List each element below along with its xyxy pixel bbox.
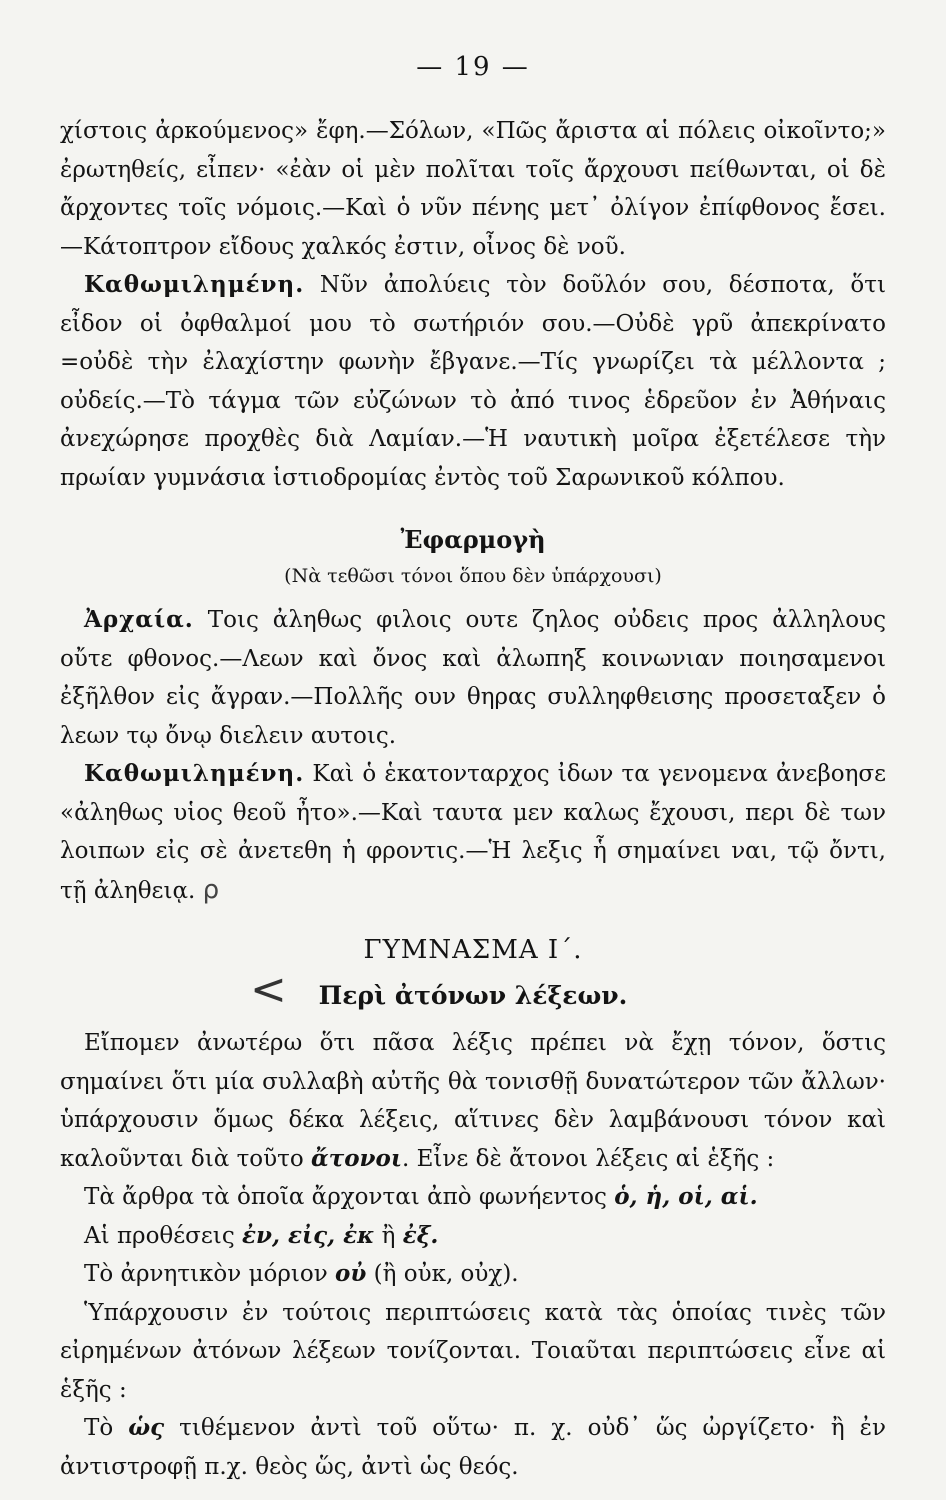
exercise-2-label: Καθωμιλημένη. bbox=[84, 760, 305, 787]
list-3-text: Τὸ ἀρνητικὸν μόριον bbox=[84, 1261, 336, 1287]
body-3-b: τιθέμενον ἀντὶ τοῦ οὕτω· π. χ. οὐδ᾽ ὥς ὠργίζετο· ἢ ἐν ἀντιστροφῇ π.χ. θεὸς ὥς, ἀντὶ ὡς θεός. bbox=[60, 1415, 887, 1480]
paragraph-2 bbox=[60, 266, 886, 497]
subtitle-text: Περὶ ἀτόνων λέξεων. bbox=[318, 981, 628, 1010]
list-2-words: ἐν, εἰς, ἐκ bbox=[242, 1221, 375, 1249]
exercise-1-text: Τοις ἀληθως φιλοις ουτε ζηλος οὐδεις προς ἀλληλους οὔτε φθονος.—Λεων καὶ ὄνος καὶ ἀλωπηξ κοινωνιαν ποιησαμενοι ἐξῆλθον εἰς ἄγραν.—Πολλῆς ουν θηρας συλληφθεισης προσεταξεν ὁ λεων τῳ ὄνῳ διελειν αυτοις. bbox=[60, 607, 886, 749]
paragraph-2-text: Νῦν ἀπολύεις τὸν δοῦλόν σου, δέσποτα, ὅτι εἶδον οἱ ὀφθαλμοί μου τὸ σωτήριόν σου.—Οὐδὲ γρῦ ἀπεκρίνατο =οὐδὲ τὴν ἐλαχίστην φωνὴν ἔβγανε.—Τίς γνωρίζει τὰ μέλλοντα ; οὐδείς.—Τὸ τάγμα τῶν εὐζώνων τὸ ἀπό τινος ἑδρεῦον ἐν Ἀθήναις ἀνεχώρησε προχθὲς διὰ Λαμίαν.—Ἡ ναυτικὴ μοῖρα ἐξετέλεσε τὴν πρωίαν γυμνάσια ἱστιοδρομίας ἐντὸς τοῦ Σαρωνικοῦ κόλπου. bbox=[60, 272, 886, 491]
exercise-1 bbox=[60, 601, 886, 755]
section-note: (Νὰ τεθῶσι τόνοι ὅπου δὲν ὑπάρχουσι) bbox=[284, 565, 662, 587]
body-1-b: . Εἶνε δὲ ἄτονοι λέξεις αἱ ἑξῆς : bbox=[401, 1145, 775, 1172]
body-1-a: Εἴπομεν ἀνωτέρω ὅτι πᾶσα λέξις πρέπει νὰ ἔχῃ τόνον, ὅστις σημαίνει ὅτι μία συλλαβὴ αὐτῆς θὰ τονισθῇ δυνατώτερον τῶν ἄλλων· ὑπάρχουσιν ὅμως δέκα λέξεις, αἵτινες δὲν λαμβάνουσι τόνον καὶ καλοῦνται διὰ τοῦτο bbox=[60, 1030, 886, 1172]
list-item-articles bbox=[60, 1178, 886, 1217]
subtitle bbox=[60, 964, 886, 1016]
pencil-mark: ρ bbox=[202, 874, 220, 905]
body-1-term: ἄτονοι bbox=[311, 1144, 402, 1172]
body-paragraph-3 bbox=[60, 1409, 886, 1486]
body-3-word: ὡς bbox=[128, 1414, 165, 1441]
body-paragraph-1 bbox=[60, 1024, 886, 1178]
list-2-text: Αἱ προθέσεις bbox=[84, 1222, 243, 1249]
chapter-title: ΓΥΜΝΑΣΜΑ Ι΄. bbox=[363, 935, 583, 965]
exercise-1-label: Ἀρχαία. bbox=[84, 606, 194, 633]
body-paragraph-2: Ὑπάρχουσιν ἐν τούτοις περιπτώσεις κατὰ τὰς ὁποίας τινὲς τῶν εἰρημένων ἀτόνων λέξεων τονίζονται. Τοιαῦται περιπτώσεις εἶνε αἱ ἑξῆς : bbox=[60, 1299, 886, 1403]
list-3-word: οὐ bbox=[335, 1260, 367, 1287]
list-1-words: ὁ, ἡ, οἱ, αἱ. bbox=[614, 1183, 758, 1210]
list-item-prepositions bbox=[60, 1217, 886, 1256]
list-1-text: Τὰ ἄρθρα τὰ ὁποῖα ἄρχονται ἀπὸ φωνήεντος bbox=[84, 1184, 615, 1210]
list-item-negative bbox=[60, 1255, 886, 1294]
body-3-a: Τὸ bbox=[84, 1415, 129, 1441]
list-3-rest: (ἢ οὐκ, οὐχ). bbox=[366, 1261, 519, 1287]
paragraph-2-label: Καθωμιλημένη. bbox=[84, 271, 305, 298]
exercise-2-text: Καὶ ὁ ἑκατονταρχος ἰδων τα γενομενα ἀνεβοησε «ἀληθως υἱος θεοῦ ἦτο».—Καὶ ταυτα μεν καλως ἔχουσι, περι δὲ των λοιπων εἰς σὲ ἀνετεθη ἡ φροντις.—Ἡ λεξις ἧ σημαίνει ναι, τῷ ὄντι, τῇ ἀληθειᾳ. bbox=[60, 761, 886, 904]
list-2-words-2: ἐξ. bbox=[402, 1221, 439, 1249]
page-number: — 19 — bbox=[416, 52, 530, 82]
paragraph-1: χίστοις ἀρκούμενος» ἔφη.—Σόλων, «Πῶς ἄριστα αἱ πόλεις οἰκοῖντο;» ἐρωτηθείς, εἶπεν· «ἐὰν οἱ μὲν πολῖται τοῖς ἄρχουσι πείθωνται, οἱ δὲ ἄρχοντες τοῖς νόμοις.—Καὶ ὁ νῦν πένης μετ᾽ ὀλίγον ἐπίφθονος ἔσει.—Κάτοπτρον εἴδους χαλκός ἐστιν, οἶνος δὲ νοῦ. bbox=[60, 118, 886, 260]
section-title: Ἐφαρμογὴ bbox=[400, 525, 546, 554]
list-2-or: ἢ bbox=[374, 1222, 403, 1249]
exercise-2 bbox=[60, 755, 886, 910]
pencil-bracket-icon: < bbox=[250, 964, 287, 1015]
